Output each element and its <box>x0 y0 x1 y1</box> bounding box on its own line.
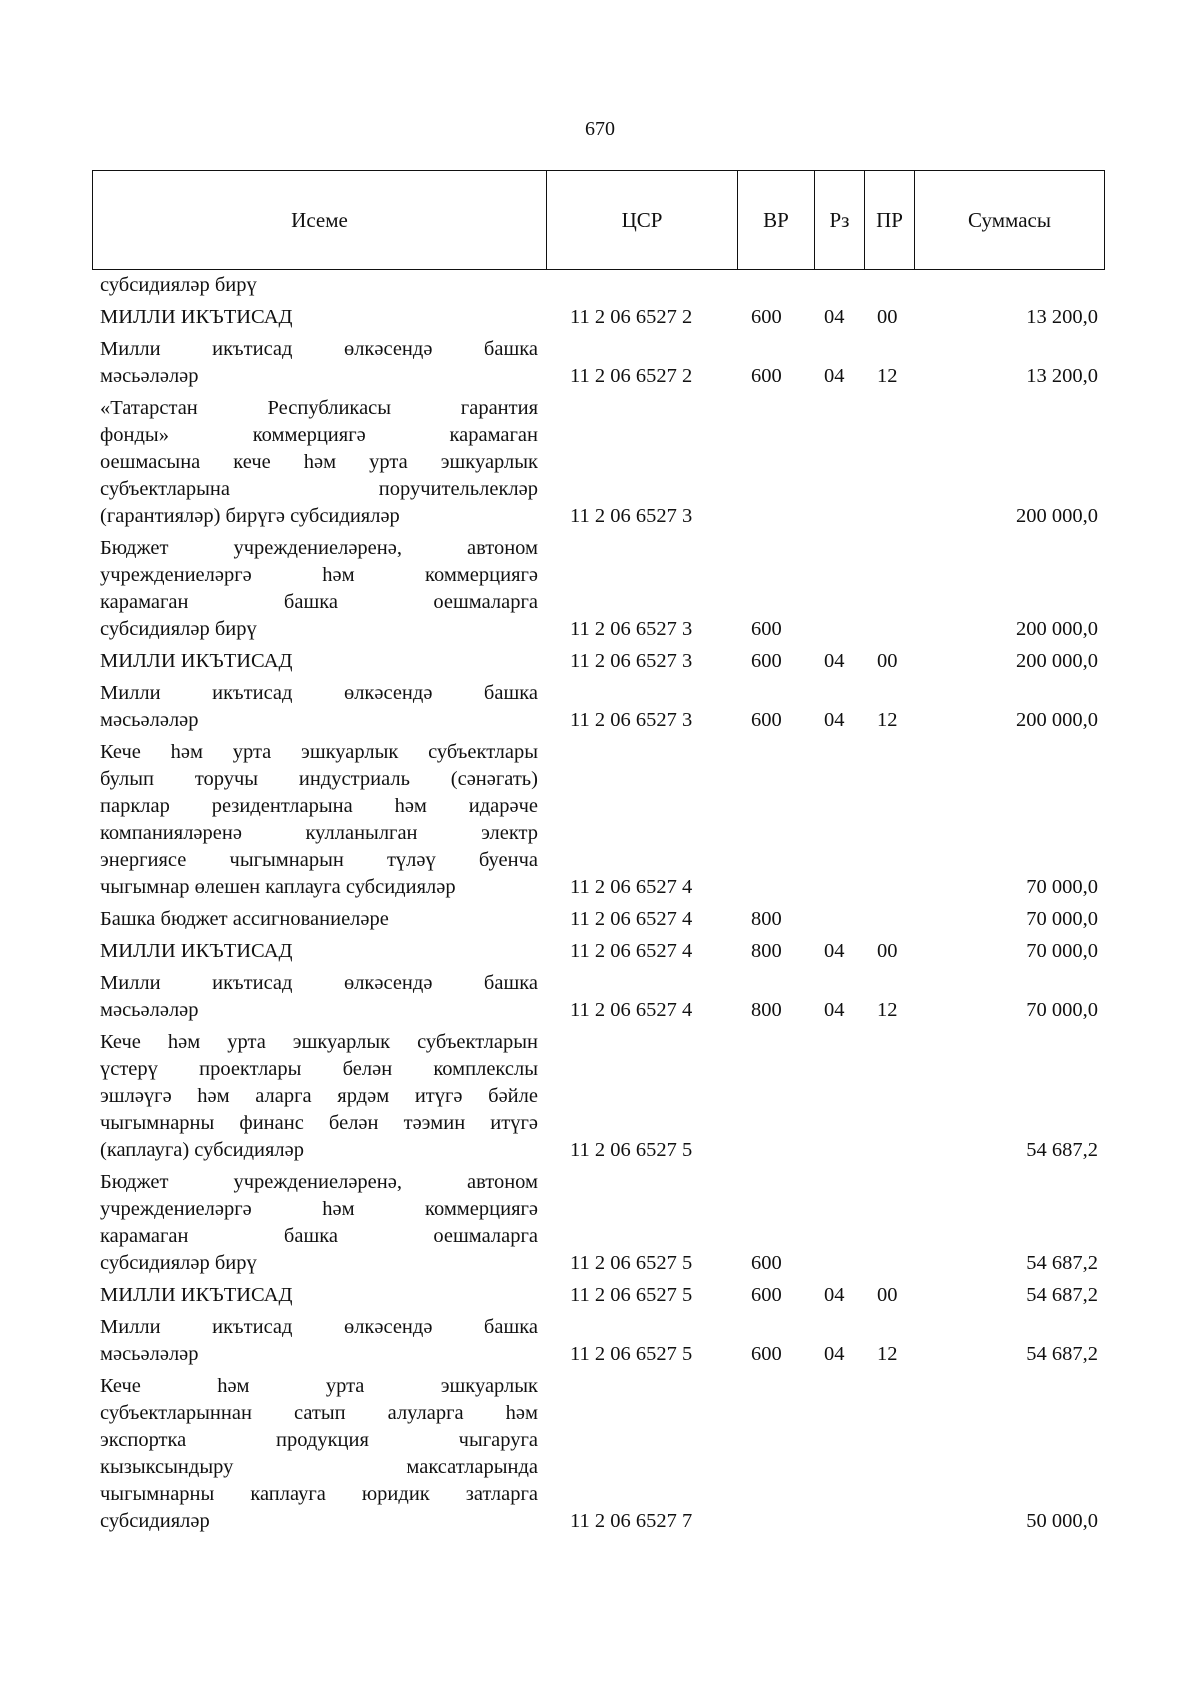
row-vr <box>737 272 814 304</box>
row-name-line: Бюджет учреждениеләренә, автоном <box>100 1171 538 1193</box>
row-rz: 04 <box>824 709 845 731</box>
header-csr: ЦСР <box>547 171 738 270</box>
row-name-line: карамаган башка оешмаларга <box>100 591 538 613</box>
row-name-line: Кече һәм урта эшкуарлык <box>100 1375 538 1397</box>
row-rz: 04 <box>824 999 845 1021</box>
row-pr <box>864 395 914 535</box>
row-name <box>100 1373 538 1540</box>
row-name-line: учреждениеләргә һәм коммерциягә <box>100 564 538 586</box>
row-sum: 70 000,0 <box>1026 940 1098 962</box>
row-name-line: чыгымнар өлешен каплауга субсидияләр <box>100 876 456 898</box>
row-name <box>100 535 538 648</box>
row-csr: 11 2 06 6527 4 <box>570 908 693 930</box>
row-pr: 12 <box>877 1343 898 1365</box>
row-vr: 600 <box>751 1252 782 1274</box>
row-csr: 11 2 06 6527 4 <box>570 876 693 898</box>
table-row <box>100 395 1104 535</box>
row-name <box>100 739 538 906</box>
row-sum: 200 000,0 <box>1016 650 1098 672</box>
row-name-line: (гарантияләр) бирүгә субсидияләр <box>100 505 400 527</box>
table-row <box>100 680 1104 739</box>
row-name <box>100 1282 538 1314</box>
row-name-line: экспортка продукция чыгаруга <box>100 1429 538 1451</box>
row-name <box>100 395 538 535</box>
row-name-line: учреждениеләргә һәм коммерциягә <box>100 1198 538 1220</box>
row-sum: 50 000,0 <box>1026 1510 1098 1532</box>
row-name-line: Бюджет учреждениеләренә, автоном <box>100 537 538 559</box>
row-name <box>100 304 538 336</box>
header-rz: Рз <box>815 171 865 270</box>
row-rz: 04 <box>824 365 845 387</box>
row-name <box>100 1169 538 1282</box>
row-csr: 11 2 06 6527 3 <box>570 650 693 672</box>
row-vr: 600 <box>751 365 782 387</box>
row-pr: 12 <box>877 999 898 1021</box>
row-name <box>100 272 538 304</box>
row-rz <box>814 1373 864 1540</box>
row-vr: 600 <box>751 709 782 731</box>
row-name-line: Милли икътисад өлкәсендә башка <box>100 338 538 360</box>
row-name-line: мәсьәләләр <box>100 1343 199 1365</box>
row-name-line: Милли икътисад өлкәсендә башка <box>100 972 538 994</box>
row-name-line: субсидияләр бирү <box>100 274 257 296</box>
table-row <box>100 906 1104 938</box>
row-pr <box>864 906 914 938</box>
row-rz <box>814 1169 864 1282</box>
row-pr <box>864 1169 914 1282</box>
row-rz <box>814 272 864 304</box>
row-name-line: мәсьәләләр <box>100 709 199 731</box>
table-row <box>100 336 1104 395</box>
page-number: 670 <box>585 118 615 140</box>
table-row <box>100 304 1104 336</box>
row-csr: 11 2 06 6527 3 <box>570 709 693 731</box>
row-name-line: МИЛЛИ ИКЪТИСАД <box>100 650 293 672</box>
row-rz <box>814 395 864 535</box>
row-rz <box>814 906 864 938</box>
row-vr: 800 <box>751 940 782 962</box>
row-name-line: МИЛЛИ ИКЪТИСАД <box>100 306 293 328</box>
row-name-line: компанияләренә кулланылган электр <box>100 822 538 844</box>
row-rz: 04 <box>824 1284 845 1306</box>
row-name-line: үстерү проектлары белән комплекслы <box>100 1058 538 1080</box>
row-name <box>100 1314 538 1373</box>
row-name-line: (каплауга) субсидияләр <box>100 1139 304 1161</box>
row-name-line: МИЛЛИ ИКЪТИСАД <box>100 1284 293 1306</box>
table-row <box>100 272 1104 304</box>
table-row <box>100 648 1104 680</box>
row-name <box>100 906 538 938</box>
row-name-line: МИЛЛИ ИКЪТИСАД <box>100 940 293 962</box>
row-sum: 13 200,0 <box>1026 365 1098 387</box>
row-name <box>100 938 538 970</box>
row-rz <box>814 1029 864 1169</box>
row-pr: 00 <box>877 650 898 672</box>
row-csr: 11 2 06 6527 5 <box>570 1343 693 1365</box>
row-pr <box>864 739 914 906</box>
row-name-line: оешмасына кече һәм урта эшкуарлык <box>100 451 538 473</box>
header-vr: ВР <box>738 171 815 270</box>
table-header <box>92 170 1105 270</box>
row-vr <box>737 1029 814 1169</box>
row-csr: 11 2 06 6527 3 <box>570 505 693 527</box>
row-name-line: булып торучы индустриаль (сәнәгать) <box>100 768 538 790</box>
row-name-line: субсидияләр бирү <box>100 618 257 640</box>
table-row <box>100 1169 1104 1282</box>
row-name-line: эшләүгә һәм аларга ярдәм итүгә бәйле <box>100 1085 538 1107</box>
row-vr: 800 <box>751 908 782 930</box>
row-vr: 600 <box>751 1343 782 1365</box>
row-name-line: Башка бюджет ассигнованиеләре <box>100 908 389 930</box>
row-csr: 11 2 06 6527 2 <box>570 306 693 328</box>
row-name-line: субъектларыннан сатып алуларга һәм <box>100 1402 538 1424</box>
row-name-line: Кече һәм урта эшкуарлык субъектлары <box>100 741 538 763</box>
row-sum: 70 000,0 <box>1026 876 1098 898</box>
row-name-line: Кече һәм урта эшкуарлык субъектларын <box>100 1031 538 1053</box>
row-pr: 00 <box>877 306 898 328</box>
row-rz: 04 <box>824 940 845 962</box>
row-name-line: «Татарстан Республикасы гарантия <box>100 397 538 419</box>
row-name-line: кызыксындыру максатларында <box>100 1456 538 1478</box>
row-pr: 00 <box>877 1284 898 1306</box>
header-name: Исеме <box>93 171 547 270</box>
row-pr <box>864 535 914 648</box>
row-vr: 600 <box>751 1284 782 1306</box>
row-name-line: субсидияләр бирү <box>100 1252 257 1274</box>
row-rz <box>814 535 864 648</box>
row-rz: 04 <box>824 1343 845 1365</box>
row-sum: 70 000,0 <box>1026 999 1098 1021</box>
row-pr: 12 <box>877 365 898 387</box>
row-name <box>100 1029 538 1169</box>
row-csr: 11 2 06 6527 7 <box>570 1510 693 1532</box>
row-name-line: карамаган башка оешмаларга <box>100 1225 538 1247</box>
table-row <box>100 970 1104 1029</box>
header-pr: ПР <box>865 171 915 270</box>
row-name-line: парклар резидентларына һәм идарәче <box>100 795 538 817</box>
row-name <box>100 970 538 1029</box>
table-row <box>100 535 1104 648</box>
row-csr: 11 2 06 6527 4 <box>570 940 693 962</box>
row-sum: 54 687,2 <box>1026 1252 1098 1274</box>
row-sum: 200 000,0 <box>1016 709 1098 731</box>
row-vr: 600 <box>751 650 782 672</box>
row-vr: 800 <box>751 999 782 1021</box>
row-name-line: субсидияләр <box>100 1510 210 1532</box>
row-sum: 54 687,2 <box>1026 1139 1098 1161</box>
row-vr: 600 <box>751 618 782 640</box>
row-pr: 00 <box>877 940 898 962</box>
row-csr <box>538 272 737 304</box>
row-rz: 04 <box>824 306 845 328</box>
row-pr: 12 <box>877 709 898 731</box>
row-rz <box>814 739 864 906</box>
row-name-line: чыгымнарны каплауга юридик затларга <box>100 1483 538 1505</box>
row-pr <box>864 1029 914 1169</box>
row-sum: 54 687,2 <box>1026 1284 1098 1306</box>
row-sum: 54 687,2 <box>1026 1343 1098 1365</box>
row-name-line: мәсьәләләр <box>100 999 199 1021</box>
table-row <box>100 1314 1104 1373</box>
row-name <box>100 680 538 739</box>
row-name-line: Милли икътисад өлкәсендә башка <box>100 1316 538 1338</box>
row-name-line: мәсьәләләр <box>100 365 199 387</box>
row-name <box>100 336 538 395</box>
table-row <box>100 1282 1104 1314</box>
row-vr <box>737 739 814 906</box>
table-row <box>100 1373 1104 1540</box>
row-name-line: фонды» коммерциягә карамаган <box>100 424 538 446</box>
row-vr: 600 <box>751 306 782 328</box>
row-csr: 11 2 06 6527 3 <box>570 618 693 640</box>
row-vr <box>737 395 814 535</box>
row-name-line: энергиясе чыгымнарын түләү буенча <box>100 849 538 871</box>
row-csr: 11 2 06 6527 2 <box>570 365 693 387</box>
row-name-line: субъектларына поручительлекләр <box>100 478 538 500</box>
row-sum: 13 200,0 <box>1026 306 1098 328</box>
row-name-line: Милли икътисад өлкәсендә башка <box>100 682 538 704</box>
table-row <box>100 1029 1104 1169</box>
budget-table <box>100 272 1104 1540</box>
table-row <box>100 938 1104 970</box>
row-sum: 200 000,0 <box>1016 505 1098 527</box>
row-sum: 70 000,0 <box>1026 908 1098 930</box>
row-name <box>100 648 538 680</box>
row-pr <box>864 1373 914 1540</box>
row-sum <box>914 272 1104 304</box>
row-pr <box>864 272 914 304</box>
table-row <box>100 739 1104 906</box>
row-name-line: чыгымнарны финанс белән тәэмин итүгә <box>100 1112 538 1134</box>
row-csr: 11 2 06 6527 5 <box>570 1284 693 1306</box>
row-csr: 11 2 06 6527 5 <box>570 1252 693 1274</box>
row-csr: 11 2 06 6527 5 <box>570 1139 693 1161</box>
header-sum: Суммасы <box>915 171 1105 270</box>
row-csr: 11 2 06 6527 4 <box>570 999 693 1021</box>
row-rz: 04 <box>824 650 845 672</box>
row-sum: 200 000,0 <box>1016 618 1098 640</box>
row-vr <box>737 1373 814 1540</box>
